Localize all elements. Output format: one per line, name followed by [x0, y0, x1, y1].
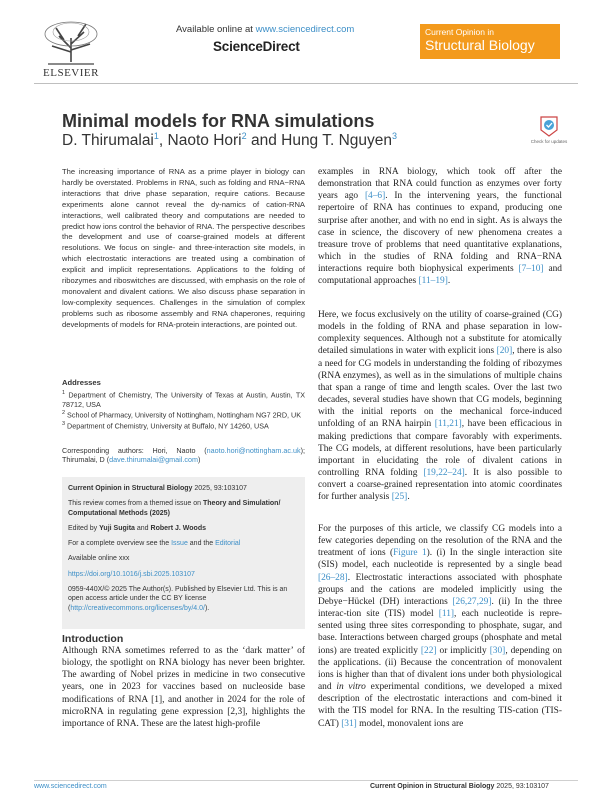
author-name: Hung T. Nguyen	[281, 132, 392, 150]
body-text: or implicitly	[436, 645, 490, 656]
body-text: Here, we focus exclusively on the utility of coarse-grained (CG) models in the folding of RNA and phase separation in low-complexity sequences. Although not a substitute for atomically detailed simulations in water with explicit ions	[318, 310, 562, 357]
citation-link[interactable]: [25]	[391, 492, 408, 503]
theme-title: Theory and Simulation/ Computational Methods (2025)	[68, 500, 281, 517]
author-affiliation-sup[interactable]: 1	[153, 131, 159, 141]
body-text: .	[447, 276, 451, 287]
address-item	[62, 420, 305, 431]
publisher-name: ELSEVIER	[43, 67, 99, 79]
body-text: For the purposes of this article, we classify CG models into a few categories depending on the resolution of the RNA and the treatment of ions (	[318, 524, 562, 559]
citation-link[interactable]: [7–10]	[518, 264, 544, 275]
body-text: in vitro	[336, 682, 366, 693]
infobox-journal-cite: 2025, 93:103107	[192, 485, 247, 492]
author-separator: ,	[158, 132, 168, 150]
address-text: Department of Chemistry, University at Buffalo, NY 14260, USA	[65, 421, 269, 431]
footer-cite-text: 2025, 93:103107	[494, 783, 549, 790]
address-text: Department of Chemistry, The University of Texas at Austin, Austin, TX 78712, USA	[62, 390, 305, 409]
infobox-journal-name: Current Opinion in Structural Biology	[68, 485, 193, 492]
journal-banner-top: Current Opinion in	[425, 27, 494, 37]
footer-divider	[34, 780, 578, 781]
doi-link[interactable]: https://doi.org/10.1016/j.sbi.2025.103107	[68, 570, 195, 578]
citation-link[interactable]: [26–28]	[318, 572, 348, 583]
body-text: , there is also a need for CG models in understanding the folding of ribozymes (RNA enzymes), as well as in the simulations of multiple chains that span a range of time and length scales. Over the last two decades, several studies have shown that CG models, beginning with the initial reports on the mechanical force-induced unfolding of an RNA hairpin	[318, 346, 562, 430]
journal-banner-title: Structural Biology	[425, 37, 535, 53]
author-list	[62, 131, 397, 150]
overview-and: and the	[187, 540, 216, 548]
author-name: Naoto Hori	[167, 132, 242, 150]
citation-link[interactable]: [11–19]	[418, 276, 448, 287]
license-text: 0959-440X/© 2025 The Author(s). Published by Elsevier Ltd. This is an open access article under the CC BY license (	[68, 586, 288, 612]
citation-link[interactable]: [30]	[489, 645, 506, 656]
address-sup: 2	[62, 410, 66, 417]
footer-citation	[370, 783, 549, 790]
corresponding-prefix: Corresponding authors: Hori, Naoto (	[62, 446, 207, 455]
citation-link[interactable]: [19,22–24]	[423, 468, 465, 479]
infobox-license	[68, 585, 299, 613]
journal-banner	[420, 24, 560, 59]
body-text: examples in RNA biology, which took off after the demonstration that RNA could function as enzymes over forty years ago	[318, 167, 562, 202]
address-text: School of Pharmacy, University of Nottingham, Nottingham NG7 2RD, UK	[65, 410, 302, 420]
availability-line	[176, 24, 354, 35]
check-for-updates-label[interactable]: Check for updates	[530, 139, 568, 144]
body-text: . (ii) In the three interac-tion site (TIS) model	[318, 596, 562, 620]
license-end: ).	[204, 604, 210, 612]
corresponding-suffix: )	[197, 455, 201, 465]
body-text: . Electrostatic interactions associated with phosphate groups and the cations are modeled implicitly using the Debye−Hückel (DH) interactions	[318, 572, 562, 607]
author-affiliation-sup[interactable]: 2	[241, 131, 247, 141]
citation-link[interactable]: [11]	[438, 609, 455, 620]
body-text: , have been efficacious in making predictions that compare favorably with experiments. The CG models, at different resolutions, have been particularly important in elucidating the role of divalent cations in controlling RNA folding	[318, 419, 562, 479]
body-text: . In the intervening years, the functional repertoire of RNA has continues to expand, producing one surprise after another, and with no end in sight. As is always the case in science, the discovery of new phenomena creates a treasure trove of problems that need quantitative explanations, which in the studies of RNA folding and RNA−RNA interactions require both biophysical experiments	[318, 191, 562, 275]
body-text: .	[407, 492, 410, 503]
citation-link[interactable]: [26,27,29]	[452, 596, 492, 607]
body-text: and computational approaches	[318, 264, 562, 287]
issue-link[interactable]: Issue	[171, 540, 188, 548]
tree-icon	[38, 20, 104, 64]
body-text: experimental conditions, we developed a mixed description of the electrostatic interactions and com-bined it with the TIS model for RNA. In the resulting TIS-cation (TIS-CAT)	[318, 682, 562, 729]
author-separator: and	[246, 132, 282, 150]
address-sup: 1	[62, 390, 66, 396]
body-text: . It is also possible to convert a coarse-grained representation into atomic coordinates for further analysis	[318, 468, 563, 503]
infobox-overview	[68, 539, 299, 548]
elsevier-logo	[34, 18, 108, 80]
editorial-link[interactable]: Editorial	[215, 540, 241, 548]
body-text: , depending on the applications. (ii) Because the concentration of monovalent ions is higher than that of divalent ions under both physiological and	[318, 645, 562, 693]
platform-name: ScienceDirect	[213, 39, 300, 54]
available-prefix: Available online at	[176, 24, 256, 35]
infobox-theme	[68, 499, 299, 518]
citation-link[interactable]: [31]	[341, 718, 357, 729]
address-sup: 3	[62, 421, 66, 427]
introduction-text: Although RNA sometimes referred to as the ‘dark matter’ of biology, the spotlight on RNA biology has never been brighter. The awarding of Nobel prizes in medicine in two consecutive years, one in 2023 for vaccines based on nucleoside base modifications of RNA [1], and another in 2024 for the role of microRNA in regulating gene expression [2,3], highlights the importance of RNA. These are the latest high-profile	[62, 646, 305, 729]
citation-link[interactable]: [4–6]	[364, 191, 386, 202]
article-title: Minimal models for RNA simulations	[62, 111, 375, 131]
address-item	[62, 409, 305, 420]
footer-journal: Current Opinion in Structural Biology	[370, 783, 495, 790]
edited-prefix: Edited by	[68, 524, 100, 532]
infobox-editors	[68, 524, 299, 533]
body-paragraph-2	[318, 309, 562, 504]
citation-link[interactable]: [22]	[420, 645, 437, 656]
address-list	[62, 389, 305, 431]
corresponding-mid: ); Thirumalai, D (	[62, 446, 305, 465]
footer-url-link[interactable]: www.sciencedirect.com	[34, 783, 107, 790]
check-for-updates-icon[interactable]	[537, 113, 561, 139]
citation-link[interactable]: Figure 1	[393, 548, 427, 559]
citation-link[interactable]: [20]	[496, 346, 513, 357]
body-text: model, monovalent ions are	[356, 718, 464, 729]
body-paragraph-1	[318, 166, 562, 288]
author-name: D. Thirumalai	[62, 132, 154, 150]
address-item	[62, 389, 305, 409]
editor-and: and	[134, 524, 151, 532]
theme-prefix: This review comes from a themed issue on	[68, 500, 203, 508]
license-link[interactable]: http://creativecommons.org/licenses/by/4.0/	[70, 604, 205, 612]
introduction-heading: Introduction	[62, 633, 124, 645]
header-divider	[34, 83, 578, 84]
citation-link[interactable]: [11,21]	[434, 419, 462, 430]
overview-prefix: For a complete overview see the	[68, 540, 172, 548]
article-info-box	[62, 477, 305, 629]
body-text: ). (i) In the single interaction site (SIS) model, each nucleotide is represented by a single bead	[318, 548, 562, 571]
body-text: , each nucleotide is repre-sented using three sites corresponding to phosphate, sugar, and base. Interactions between charged groups (phosphate and metal ions) are treated explicitly	[318, 609, 562, 656]
addresses-heading: Addresses	[62, 378, 101, 387]
author-affiliation-sup[interactable]: 3	[392, 131, 398, 141]
email-link-thirumalai[interactable]: dave.thirumalai@gmail.com	[109, 455, 198, 465]
editor-1: Yuji Sugita	[99, 524, 135, 532]
sciencedirect-link[interactable]: www.sciencedirect.com	[255, 24, 355, 35]
corresponding-authors	[62, 446, 305, 465]
infobox-available: Available online xxx	[68, 555, 130, 563]
email-link-hori[interactable]: naoto.hori@nottingham.ac.uk	[206, 446, 301, 455]
body-paragraph-3	[318, 523, 562, 730]
editor-2: Robert J. Woods	[150, 524, 206, 532]
infobox-journal	[68, 484, 299, 493]
abstract: The increasing importance of RNA as a prime player in biology can hardly be overstated. Problems in RNA, such as folding and RNA−RNA interactions that drive phase separation, require cations. Because experiments alone cannot reveal the dy-namics of cation-RNA interactions, well calibrated theory and computations are needed to predict how ions control the behavior of RNA. The perspective describes the development and use of coarse-grained models at different resolutions. We focus on single- and three-interaction site models, in which electrostatic interactions are treated using a combination of explicit and implicit representations. Applications to the folding of ribozymes and riboswitches are discussed, with emphasis on the role of monovalent and divalent cations. We also discuss phase separation in low-complexity sequences. Challenges in the simulation of complex problems such as ribosome assembly and RNA chaperones, requiring developments of models for RNA-protein interactions, are pointed out.	[62, 167, 305, 329]
